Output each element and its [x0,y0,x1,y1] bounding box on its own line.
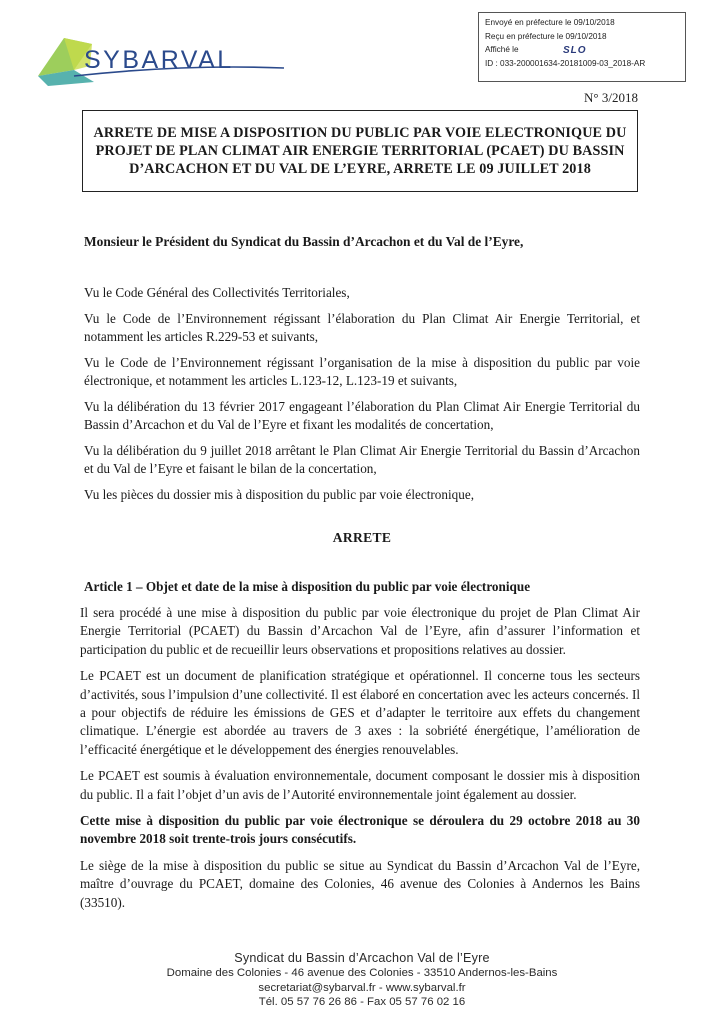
article1-body [80,604,640,920]
article1-para: Le PCAET est un document de planification stratégique et opérationnel. Il concerne tous les secteurs d’activités, sous l’impulsion d’une collectivité. Il est élaboré en concertation avec les acteurs concernés. Il a pour objectifs de réduire les émissions de GES et d’adapter le territoire aux effets du changement climatique. L’énergie est abordée au travers de 3 axes : la sobriété énergétique, l’amélioration de l’efficacité énergétique et le développement des énergies renouvelables. [80,668,640,757]
footer-contact: secretariat@sybarval.fr - www.sybarval.fr [258,981,466,994]
prefecture-stamp [478,12,686,82]
stamp-affiche: Affiché le [485,45,519,54]
article1-para: Il sera procédé à une mise à disposition du public par voie électronique du projet de Plan Climat Air Energie Territorial (PCAET) du Bassin d’Arcachon Val de l’Eyre, afin d’assurer l’information et participation du public et de recueillir leurs observations et propositions relatives au dossier. [80,605,640,657]
article1-para: Le PCAET est soumis à évaluation environnementale, document composant le dossier mis à disposition du public. Il a fait l’objet d’un avis de l’Autorité environnementale joint également au dossier. [80,768,640,802]
vu-item: Vu le Code de l’Environnement régissant l’élaboration du Plan Climat Air Energie Territorial, et notamment les articles R.229-53 et suivants, [84,311,640,344]
vu-item: Vu le Code Général des Collectivités Territoriales, [84,285,350,300]
vu-item: Vu la délibération du 9 juillet 2018 arrêtant le Plan Climat Air Energie Territorial du Bassin d’Arcachon et du Val de l’Eyre et faisant le bilan de la concertation, [84,443,640,476]
president-line: Monsieur le Président du Syndicat du Bassin d’Arcachon et du Val de l’Eyre, [84,234,524,249]
article1-title: Article 1 – Objet et date de la mise à disposition du public par voie électronique [84,579,531,594]
arrete-heading: ARRETE [332,530,392,545]
footer-address: Domaine des Colonies - 46 avenue des Colonies - 33510 Andernos-les-Bains [166,967,558,979]
arrete-number: N° 3/2018 [584,90,638,105]
logo-text: SYBARVAL [84,46,234,74]
document-title: ARRETE DE MISE A DISPOSITION DU PUBLIC PAR VOIE ELECTRONIQUE DU PROJET DE PLAN CLIMAT AIR ENERGIE TERRITORIAL (PCAET) DU BASSIN D’ARCACHON ET DU VAL DE L’EYRE, ARRETE LE 09 JUILLET 2018 [93,125,627,177]
footer-org: Syndicat du Bassin d’Arcachon Val de l’Eyre [234,951,490,965]
vu-item: Vu les pièces du dossier mis à disposition du public par voie électronique, [84,487,474,502]
vu-list [84,284,640,512]
vu-item: Vu la délibération du 13 février 2017 engageant l’élaboration du Plan Climat Air Energie Territorial du Bassin d’Arcachon et du Val de l’Eyre et fixant les modalités de concertation, [84,399,640,432]
article1-dates: Cette mise à disposition du public par voie électronique se déroulera du 29 octobre 2018 au 30 novembre 2018 soit trente-trois jours consécutifs. [80,813,640,847]
stamp-id: ID : 033-200001634-20181009-03_2018-AR [485,58,646,68]
title-box [82,110,638,192]
footer [0,950,724,1010]
vu-item: Vu le Code de l’Environnement régissant l’organisation de la mise à disposition du public par voie électronique, et notamment les articles L.123-12, L.123-19 et suivants, [84,355,640,388]
stamp-envoye: Envoyé en préfecture le 09/10/2018 [485,18,615,27]
article1-para: Le siège de la mise à disposition du public se situe au Syndicat du Bassin d’Arcachon Val de l’Eyre, maître d’ouvrage du PCAET, domaine des Colonies, 46 avenue des Colonies à Andernos les Bains (33510). [80,857,640,910]
stamp-signature: SLO [563,45,587,56]
footer-phone: Tél. 05 57 76 26 86 - Fax 05 57 76 02 16 [258,996,466,1008]
stamp-recu: Reçu en préfecture le 09/10/2018 [485,31,607,41]
